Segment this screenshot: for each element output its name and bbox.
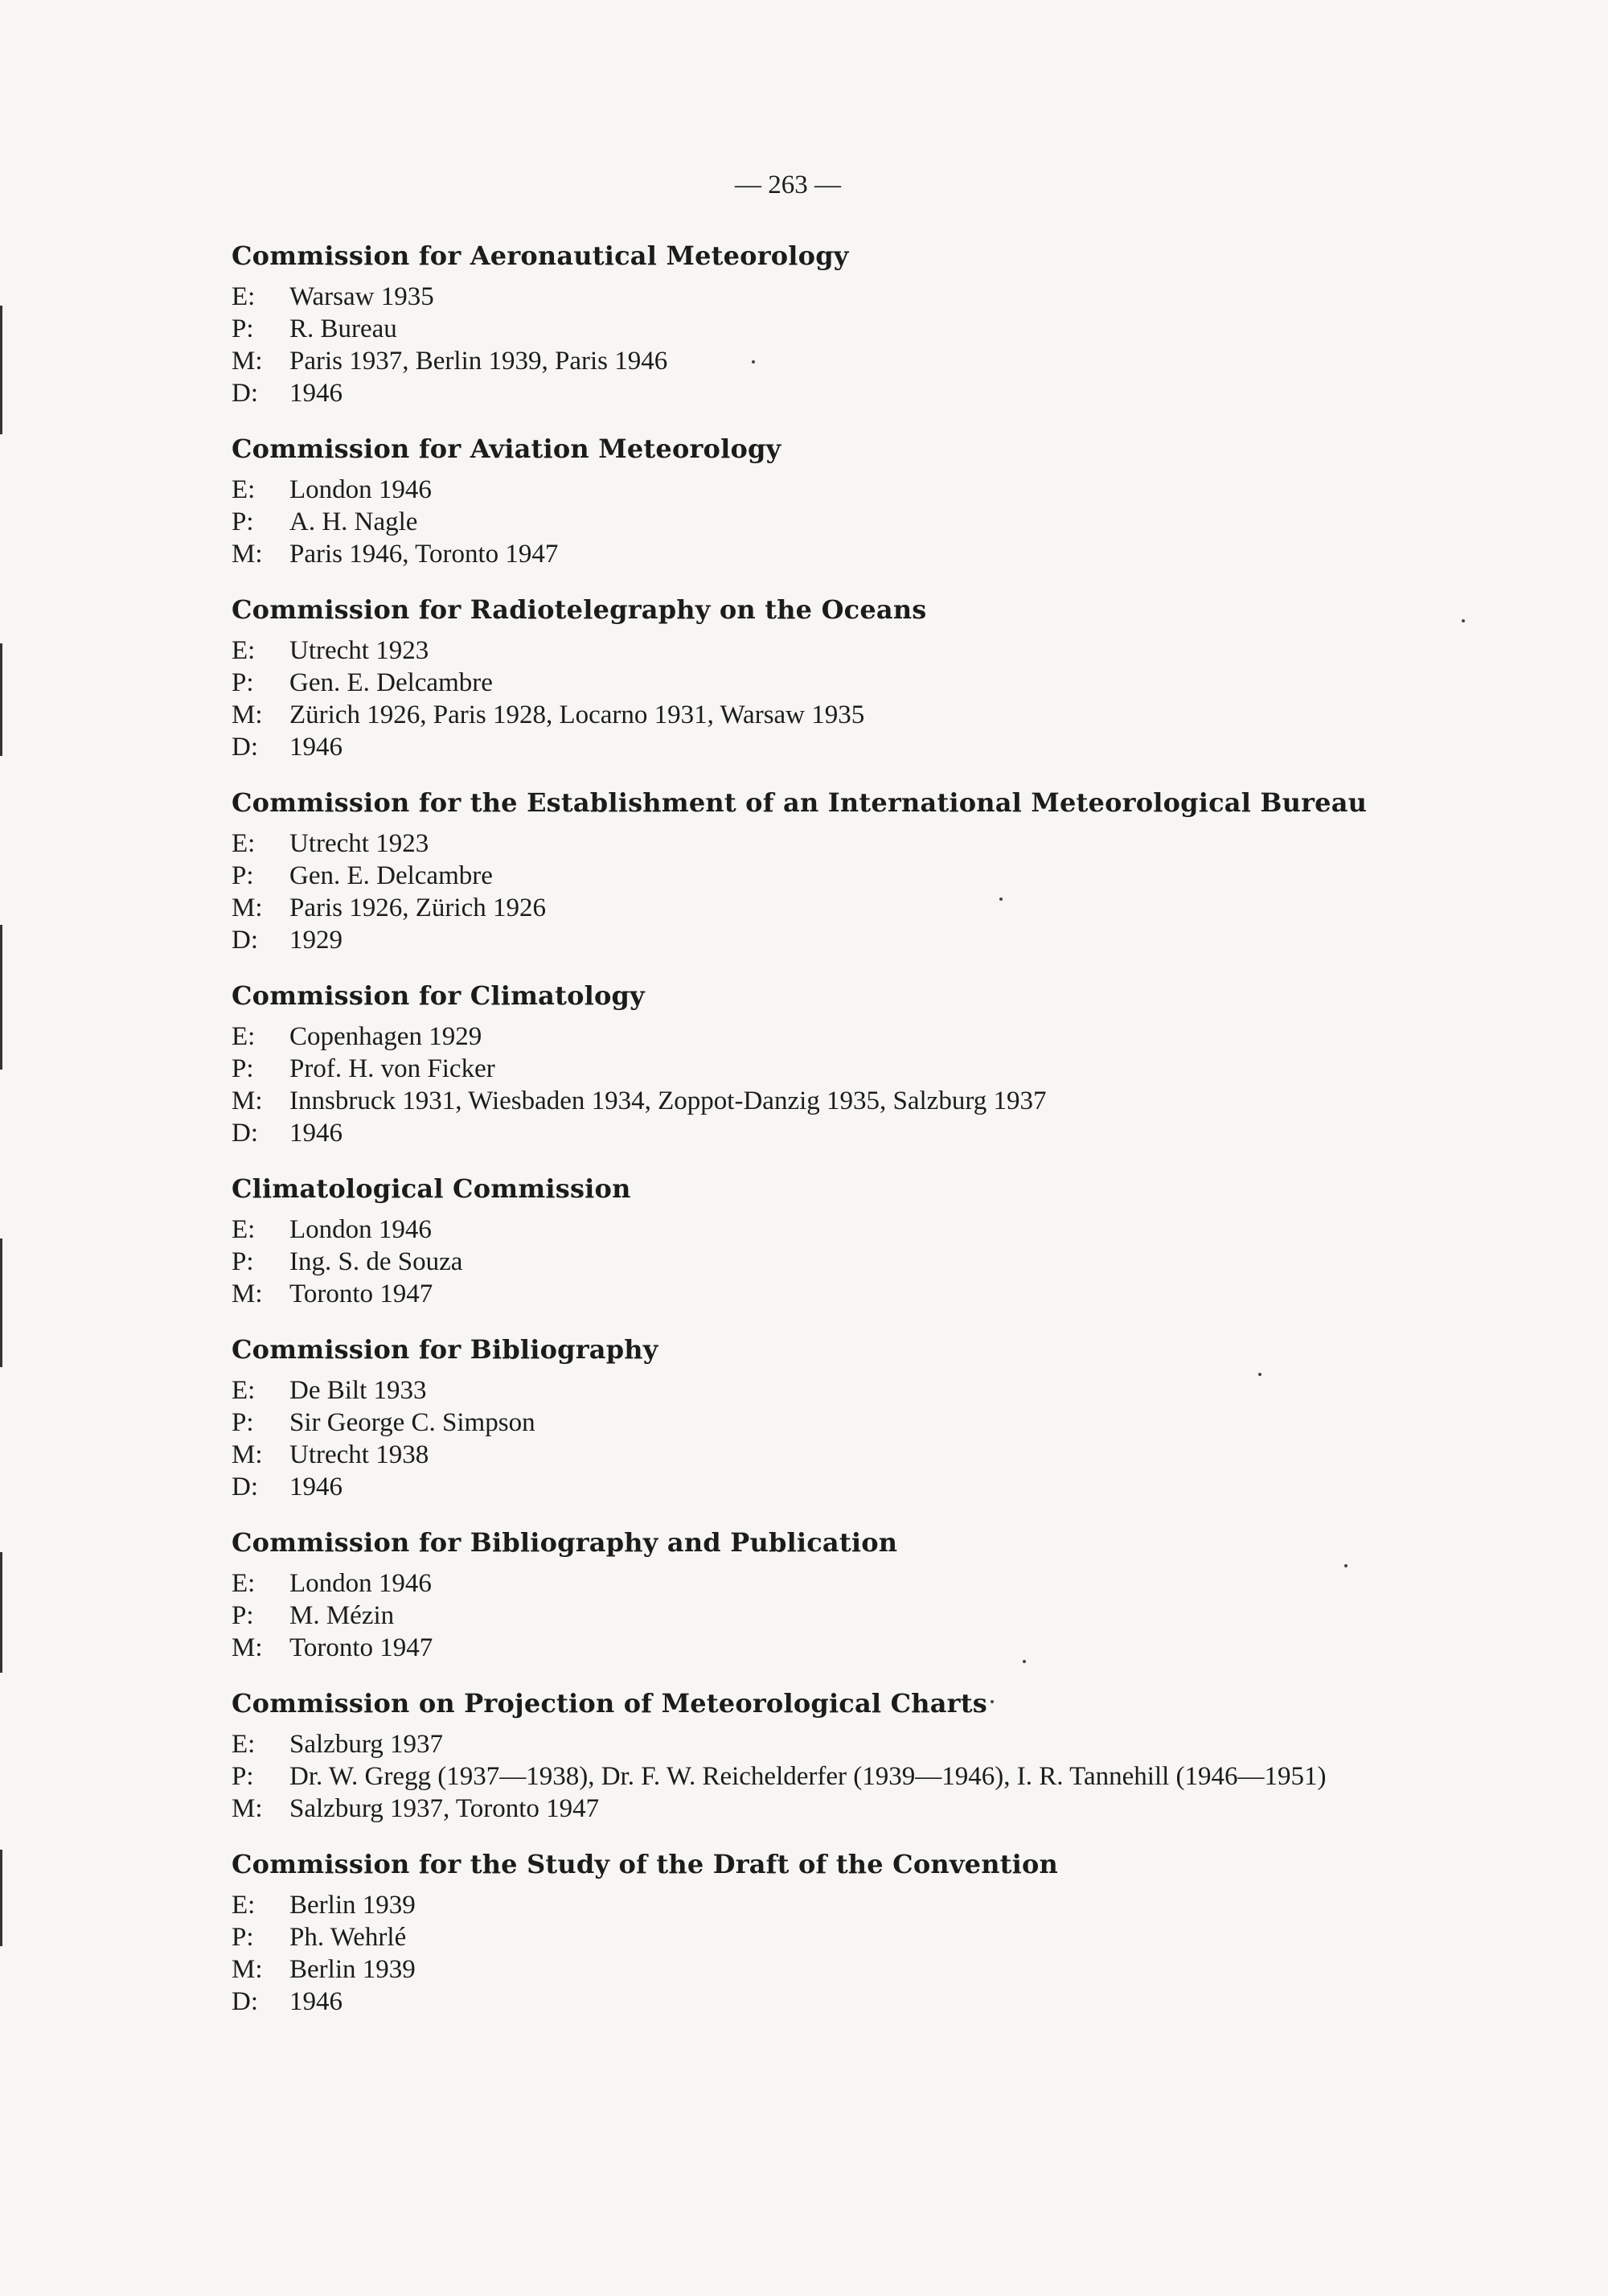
entry-key: D: (232, 1987, 258, 2016)
commission-entry (232, 924, 1373, 956)
entry-value: R. Bureau (289, 314, 397, 343)
commission-entry (232, 860, 1373, 892)
scan-edge-mark (0, 1552, 2, 1673)
entry-value: Salzburg 1937 (289, 1730, 443, 1759)
entry-key: D: (232, 379, 258, 408)
entry-key: M: (232, 540, 263, 569)
entry-value: Warsaw 1935 (289, 282, 434, 311)
commission-entry (232, 538, 1373, 570)
entry-key: E: (232, 1891, 256, 1920)
commission-title: Commission for Aviation Meteorology (232, 433, 781, 464)
commission-entry (232, 828, 1373, 860)
commission-entry (232, 345, 1373, 377)
commission-title: Commission for the Establishment of an International Meteorological Bureau (232, 787, 1368, 818)
entry-key: P: (232, 1054, 254, 1083)
commission-list (232, 238, 1373, 2039)
entry-key: E: (232, 1215, 256, 1244)
entry-key: D: (232, 1119, 258, 1148)
entry-value: Dr. W. Gregg (1937—1938), Dr. F. W. Reichelderfer (1939—1946), I. R. Tannehill (1946—1951) (289, 1762, 1327, 1791)
entry-value: Gen. E. Delcambre (289, 861, 493, 890)
entry-value: Salzburg 1937, Toronto 1947 (289, 1794, 600, 1823)
entry-key: M: (232, 893, 263, 922)
entry-value: London 1946 (289, 1215, 432, 1244)
entry-value: Utrecht 1923 (289, 636, 429, 665)
entry-key: P: (232, 668, 254, 697)
entry-value: Toronto 1947 (289, 1633, 433, 1662)
entry-value: 1946 (289, 1472, 343, 1501)
entry-key: E: (232, 1569, 256, 1598)
entry-key: M: (232, 1279, 263, 1308)
scan-speck (1462, 619, 1465, 622)
commission-block (232, 238, 1373, 409)
entry-key: D: (232, 926, 258, 955)
entry-key: M: (232, 1440, 263, 1469)
entry-key: E: (232, 1376, 256, 1405)
commission-entry (232, 731, 1373, 763)
commission-title: Commission on Projection of Meteorological Charts (232, 1688, 987, 1719)
entry-value: Prof. H. von Ficker (289, 1054, 495, 1083)
commission-entry (232, 1407, 1373, 1439)
entry-value: Berlin 1939 (289, 1955, 416, 1984)
entry-key: E: (232, 282, 256, 311)
scan-edge-mark (0, 925, 2, 1070)
commission-entry (232, 1953, 1373, 1986)
entry-key: D: (232, 1472, 258, 1501)
entry-key: M: (232, 700, 263, 729)
commission-entry (232, 1793, 1373, 1825)
entry-key: E: (232, 829, 256, 858)
entry-value: De Bilt 1933 (289, 1376, 427, 1405)
entry-key: M: (232, 1086, 263, 1115)
entry-value: Paris 1946, Toronto 1947 (289, 540, 559, 569)
entry-key: M: (232, 347, 263, 376)
commission-block (232, 1846, 1373, 2018)
commission-entry (232, 1439, 1373, 1471)
entry-value: 1946 (289, 1119, 343, 1148)
entry-value: London 1946 (289, 1569, 432, 1598)
entry-value: London 1946 (289, 475, 432, 504)
entry-key: P: (232, 1601, 254, 1630)
entry-value: 1946 (289, 1987, 343, 2016)
entry-key: M: (232, 1955, 263, 1984)
entry-key: P: (232, 861, 254, 890)
entry-value: Paris 1926, Zürich 1926 (289, 893, 546, 922)
entry-value: A. H. Nagle (289, 507, 418, 536)
commission-entry (232, 892, 1373, 924)
commission-entry (232, 1246, 1373, 1278)
commission-block (232, 1171, 1373, 1310)
entry-value: Copenhagen 1929 (289, 1022, 482, 1051)
commission-entry (232, 1728, 1373, 1760)
entry-value: Sir George C. Simpson (289, 1408, 535, 1437)
page-number: — 263 — (735, 170, 841, 199)
entry-value: M. Mézin (289, 1601, 395, 1630)
commission-block (232, 1525, 1373, 1664)
commission-title: Climatological Commission (232, 1173, 631, 1204)
commission-entry (232, 1921, 1373, 1953)
commission-title: Commission for Aeronautical Meteorology (232, 240, 849, 271)
commission-entry (232, 667, 1373, 699)
entry-value: Zürich 1926, Paris 1928, Locarno 1931, Warsaw 1935 (289, 700, 865, 729)
entry-key: E: (232, 1730, 256, 1759)
commission-entry (232, 1117, 1373, 1149)
entry-value: Utrecht 1938 (289, 1440, 429, 1469)
entry-key: E: (232, 636, 256, 665)
commission-entry (232, 313, 1373, 345)
commission-block (232, 592, 1373, 763)
entry-key: P: (232, 1762, 254, 1791)
entry-value: Ing. S. de Souza (289, 1247, 463, 1276)
entry-value: Utrecht 1923 (289, 829, 429, 858)
scan-edge-mark (0, 643, 2, 756)
commission-entry (232, 1214, 1373, 1246)
commission-entry (232, 1278, 1373, 1310)
entry-value: 1929 (289, 926, 343, 955)
commission-entry (232, 506, 1373, 538)
commission-entry (232, 377, 1373, 409)
commission-block (232, 785, 1373, 956)
commission-entry (232, 1889, 1373, 1921)
entry-key: P: (232, 1408, 254, 1437)
entry-value: Innsbruck 1931, Wiesbaden 1934, Zoppot-Danzig 1935, Salzburg 1937 (289, 1086, 1047, 1115)
entry-key: M: (232, 1633, 263, 1662)
commission-entry (232, 1374, 1373, 1407)
commission-title: Commission for Climatology (232, 980, 645, 1011)
entry-key: E: (232, 1022, 256, 1051)
commission-title: Commission for the Study of the Draft of the Convention (232, 1849, 1059, 1879)
entry-value: Berlin 1939 (289, 1891, 416, 1920)
scan-edge-mark (0, 1850, 2, 1946)
commission-entry (232, 1632, 1373, 1664)
commission-entry (232, 1085, 1373, 1117)
entry-value: 1946 (289, 733, 343, 762)
entry-key: P: (232, 314, 254, 343)
entry-value: 1946 (289, 379, 343, 408)
commission-entry (232, 1471, 1373, 1503)
scan-edge-mark (0, 1238, 2, 1367)
scan-edge-mark (0, 306, 2, 434)
commission-title: Commission for Radiotelegraphy on the Oceans (232, 594, 927, 625)
commission-entry (232, 635, 1373, 667)
entry-value: Toronto 1947 (289, 1279, 433, 1308)
entry-key: P: (232, 1923, 254, 1952)
commission-entry (232, 1986, 1373, 2018)
commission-title: Commission for Bibliography (232, 1334, 658, 1365)
commission-entry (232, 1053, 1373, 1085)
commission-entry (232, 699, 1373, 731)
commission-block (232, 1686, 1373, 1825)
entry-key: P: (232, 1247, 254, 1276)
commission-entry (232, 281, 1373, 313)
entry-value: Paris 1937, Berlin 1939, Paris 1946 (289, 347, 668, 376)
commission-entry (232, 474, 1373, 506)
commission-entry (232, 1760, 1373, 1793)
commission-block (232, 431, 1373, 570)
commission-title: Commission for Bibliography and Publication (232, 1527, 898, 1558)
entry-key: M: (232, 1794, 263, 1823)
commission-entry (232, 1567, 1373, 1600)
commission-block (232, 1332, 1373, 1503)
entry-key: E: (232, 475, 256, 504)
entry-key: D: (232, 733, 258, 762)
entry-value: Ph. Wehrlé (289, 1923, 407, 1952)
commission-block (232, 978, 1373, 1149)
commission-entry (232, 1021, 1373, 1053)
commission-entry (232, 1600, 1373, 1632)
entry-key: P: (232, 507, 254, 536)
entry-value: Gen. E. Delcambre (289, 668, 493, 697)
